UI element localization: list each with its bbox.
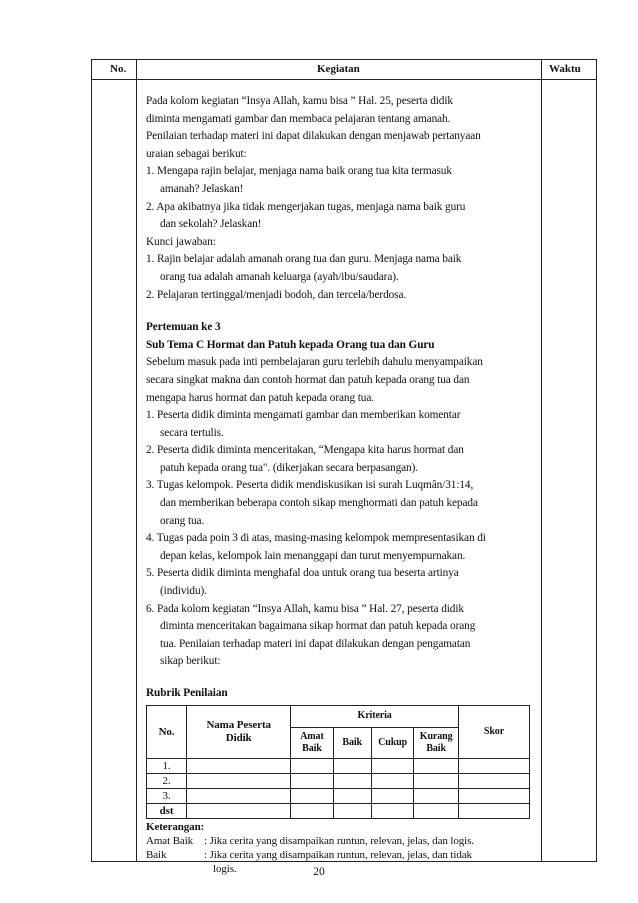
rubric-title: Rubrik Penilaian bbox=[146, 687, 228, 699]
intro-line: secara singkat makna dan contoh hormat dan patuh kepada orang tua dan bbox=[146, 373, 470, 386]
step-3-cont: orang tua. bbox=[160, 514, 205, 527]
text-line: uraian sebagai berikut: bbox=[146, 147, 247, 160]
question-1: 1. Mengapa rajin belajar, menjaga nama baik orang tua kita termasuk bbox=[146, 165, 452, 178]
rubric-col-no: No. bbox=[147, 705, 187, 758]
header-no: No. bbox=[110, 63, 127, 75]
answer-1-cont: orang tua adalah amanah keluarga (ayah/ibu/saudara). bbox=[160, 270, 399, 283]
step-1-cont: secara tertulis. bbox=[160, 426, 224, 439]
question-2-cont: dan sekolah? Jelaskan! bbox=[160, 218, 262, 231]
table-header bbox=[92, 60, 596, 80]
rubric-col-kriteria: Kriteria bbox=[291, 705, 459, 727]
step-6-cont: sikap berikut: bbox=[160, 655, 221, 668]
step-5-cont: (individu). bbox=[160, 585, 207, 598]
answer-1: 1. Rajin belajar adalah amanah orang tua dan guru. Menjaga nama baik bbox=[146, 253, 462, 266]
table-row: 1. bbox=[147, 758, 530, 773]
rubric-col-nama: Nama Peserta Didik bbox=[187, 705, 291, 758]
table-row: 3. bbox=[147, 788, 530, 803]
question-2: 2. Apa akibatnya jika tidak mengerjakan tugas, menjaga nama baik guru bbox=[146, 200, 466, 213]
step-6: 6. Pada kolom kegiatan “Insya Allah, kamu bisa ” Hal. 27, peserta didik bbox=[146, 602, 464, 615]
rubric-col-skor: Skor bbox=[458, 705, 529, 758]
rubric-sub-kurang-baik: Kurang Baik bbox=[414, 727, 459, 758]
intro-line: Sebelum masuk pada inti pembelajaran guru terlebih dahulu menyampaikan bbox=[146, 356, 483, 369]
step-4: 4. Tugas pada poin 3 di atas, masing-masing kelompok mempresentasikan di bbox=[146, 532, 486, 545]
table-row: dst bbox=[147, 803, 530, 818]
step-3-cont: dan memberikan beberapa contoh sikap menghormati dan patuh kepada bbox=[160, 497, 478, 510]
keterangan-amat-baik: Amat Baik : Jika cerita yang disampaikan runtun, relevan, jelas, dan logis. bbox=[146, 834, 474, 847]
header-waktu: Waktu bbox=[549, 63, 581, 75]
rubric-table bbox=[146, 705, 530, 819]
step-1: 1. Peserta didik diminta mengamati gambar dan memberikan komentar bbox=[146, 409, 461, 422]
rubric-sub-cukup: Cukup bbox=[371, 727, 414, 758]
page-number: 20 bbox=[313, 866, 325, 878]
step-6-cont: diminta menceritakan bagaimana sikap hormat dan patuh kepada orang bbox=[160, 620, 476, 633]
step-2-cont: patuh kepada orang tua". (dikerjakan secara berpasangan). bbox=[160, 461, 418, 474]
rubric-sub-baik: Baik bbox=[333, 727, 371, 758]
step-4-cont: depan kelas, kelompok lain menanggapi dan turut menyempurnakan. bbox=[160, 549, 466, 562]
question-1-cont: amanah? Jelaskan! bbox=[160, 182, 244, 195]
rubric-sub-amat-baik: Amat Baik bbox=[291, 727, 333, 758]
step-6-cont: tua. Penilaian terhadap materi ini dapat dilakukan dengan pengamatan bbox=[160, 637, 471, 650]
text-line: diminta mengamati gambar dan membaca pelajaran tentang amanah. bbox=[146, 112, 451, 125]
meeting-title: Pertemuan ke 3 bbox=[146, 321, 221, 334]
answer-2: 2. Pelajaran tertinggal/menjadi bodoh, dan tercela/berdosa. bbox=[146, 288, 407, 301]
table-row: 2. bbox=[147, 773, 530, 788]
text-line: Pada kolom kegiatan “Insya Allah, kamu bisa ” Hal. 25, peserta didik bbox=[146, 95, 453, 107]
header-kegiatan: Kegiatan bbox=[317, 63, 360, 75]
keterangan-baik-cont: logis. bbox=[213, 862, 237, 875]
step-5: 5. Peserta didik diminta menghafal doa untuk orang tua beserta artinya bbox=[146, 567, 459, 580]
text-line: Penilaian terhadap materi ini dapat dilakukan dengan menjawab pertanyaan bbox=[146, 130, 481, 143]
subtheme-title: Sub Tema C Hormat dan Patuh kepada Orang tua dan Guru bbox=[146, 338, 435, 351]
kunci-label: Kunci jawaban: bbox=[146, 235, 216, 248]
column-divider-no bbox=[136, 60, 137, 861]
step-2: 2. Peserta didik diminta menceritakan, “Mengapa kita harus hormat dan bbox=[146, 444, 464, 457]
keterangan-title: Keterangan: bbox=[146, 820, 205, 833]
keterangan-baik: Baik : Jika cerita yang disampaikan runtun, relevan, jelas, dan tidak bbox=[146, 848, 472, 861]
intro-line: mengapa harus hormat dan patuh kepada orang tua. bbox=[146, 391, 374, 404]
step-3: 3. Tugas kelompok. Peserta didik mendiskusikan isi surah Luqmân/31:14, bbox=[146, 479, 474, 492]
kegiatan-content bbox=[146, 93, 544, 876]
